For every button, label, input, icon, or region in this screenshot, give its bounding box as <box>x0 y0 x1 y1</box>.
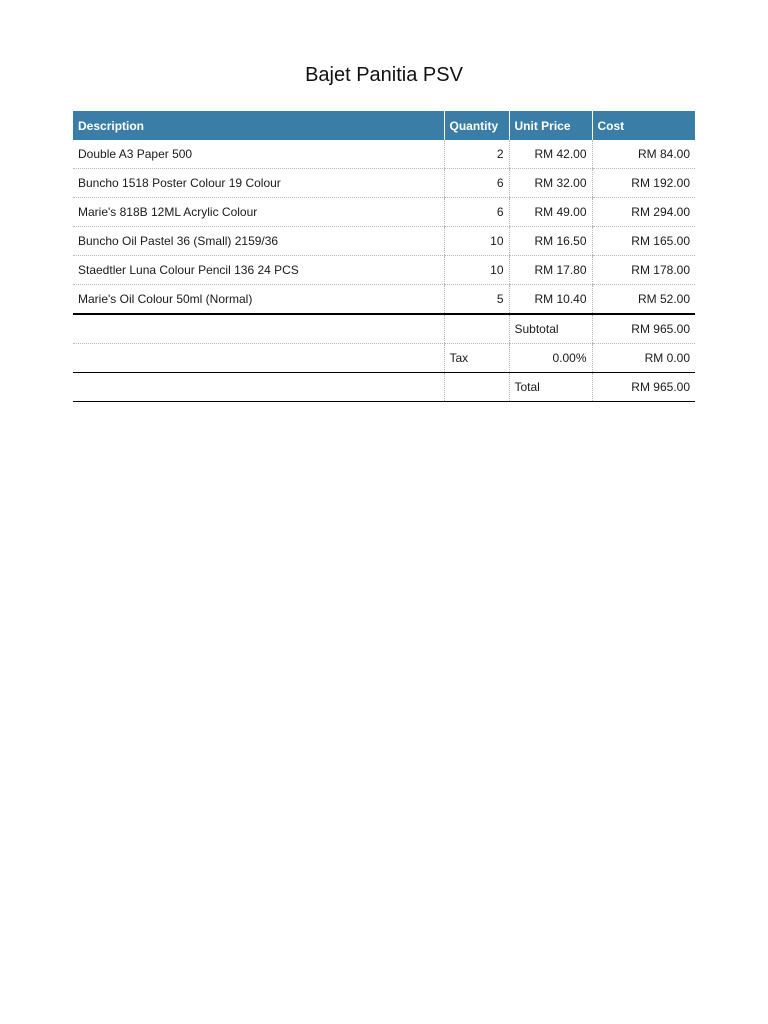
empty-cell <box>73 314 444 344</box>
item-unit-price: RM 49.00 <box>509 198 592 227</box>
total-row <box>73 373 695 402</box>
table-row <box>73 169 695 198</box>
column-header-unit-price: Unit Price <box>509 111 592 140</box>
empty-cell <box>444 373 509 402</box>
tax-value: RM 0.00 <box>592 344 695 373</box>
item-cost: RM 52.00 <box>592 285 695 315</box>
item-cost: RM 84.00 <box>592 140 695 169</box>
item-cost: RM 165.00 <box>592 227 695 256</box>
tax-label: Tax <box>444 344 509 373</box>
item-unit-price: RM 42.00 <box>509 140 592 169</box>
table-row <box>73 227 695 256</box>
item-description: Double A3 Paper 500 <box>73 140 444 169</box>
tax-rate: 0.00% <box>509 344 592 373</box>
total-value: RM 965.00 <box>592 373 695 402</box>
table-row <box>73 285 695 315</box>
empty-cell <box>73 344 444 373</box>
item-description: Marie's 818B 12ML Acrylic Colour <box>73 198 444 227</box>
empty-cell <box>73 373 444 402</box>
item-description: Buncho Oil Pastel 36 (Small) 2159/36 <box>73 227 444 256</box>
column-header-quantity: Quantity <box>444 111 509 140</box>
item-description: Staedtler Luna Colour Pencil 136 24 PCS <box>73 256 444 285</box>
item-unit-price: RM 32.00 <box>509 169 592 198</box>
item-cost: RM 178.00 <box>592 256 695 285</box>
item-cost: RM 192.00 <box>592 169 695 198</box>
item-unit-price: RM 17.80 <box>509 256 592 285</box>
item-quantity: 10 <box>444 256 509 285</box>
item-description: Buncho 1518 Poster Colour 19 Colour <box>73 169 444 198</box>
column-header-cost: Cost <box>592 111 695 140</box>
item-quantity: 5 <box>444 285 509 315</box>
subtotal-label: Subtotal <box>509 314 592 344</box>
tax-row <box>73 344 695 373</box>
table-header-row <box>73 111 695 140</box>
table-row <box>73 198 695 227</box>
subtotal-row <box>73 314 695 344</box>
budget-table <box>73 111 695 402</box>
item-quantity: 2 <box>444 140 509 169</box>
item-quantity: 6 <box>444 198 509 227</box>
subtotal-value: RM 965.00 <box>592 314 695 344</box>
total-label: Total <box>509 373 592 402</box>
item-quantity: 6 <box>444 169 509 198</box>
item-unit-price: RM 10.40 <box>509 285 592 315</box>
item-cost: RM 294.00 <box>592 198 695 227</box>
item-description: Marie's Oil Colour 50ml (Normal) <box>73 285 444 315</box>
column-header-description: Description <box>73 111 444 140</box>
table-row <box>73 256 695 285</box>
page-title: Bajet Panitia PSV <box>305 64 463 86</box>
item-quantity: 10 <box>444 227 509 256</box>
table-row <box>73 140 695 169</box>
empty-cell <box>444 314 509 344</box>
item-unit-price: RM 16.50 <box>509 227 592 256</box>
